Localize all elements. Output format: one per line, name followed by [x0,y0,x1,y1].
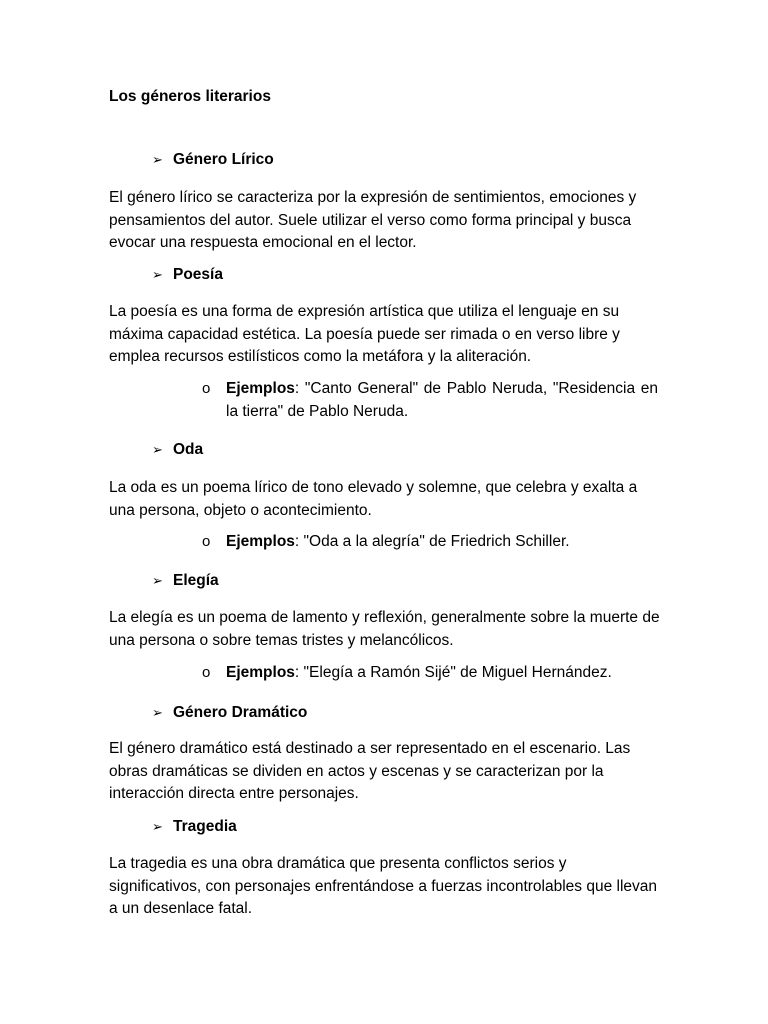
example-item [202,531,658,554]
example-text [226,662,658,685]
example-item [202,662,658,685]
example-text [226,531,658,554]
section-heading [152,816,237,838]
example-label: Ejemplos [226,380,295,397]
section-heading-label: Género Dramático [173,704,308,721]
section-heading-label: Género Lírico [173,151,274,168]
section-paragraph: La poesía es una forma de expresión artística que utiliza el lenguaje en su máxima capacidad estética. La poesía puede ser rimada o en verso libre y emplea recursos estilísticos como la metáfora y la aliteración. [109,303,620,366]
example-content: : "Elegía a Ramón Sijé" de Miguel Hernández. [294,664,612,681]
section-heading-label: Elegía [173,572,219,589]
arrowhead-bullet-icon: ➢ [152,152,163,167]
example-item [202,378,658,423]
section-paragraph: El género lírico se caracteriza por la expresión de sentimientos, emociones y pensamientos del autor. Suele utilizar el verso como forma principal y busca evocar una respuesta emocional en el lector. [109,189,637,252]
section-paragraph: El género dramático está destinado a ser representado en el escenario. Las obras dramáticas se dividen en actos y escenas y se caracterizan por la interacción directa entre personajes. [109,740,631,803]
document-title: Los géneros literarios [109,88,271,105]
example-content: : "Canto General" de Pablo Neruda, "Residencia en la tierra" de Pablo Neruda. [226,380,658,420]
section-paragraph: La tragedia es una obra dramática que presenta conflictos serios y significativos, con personajes enfrentándose a fuerzas incontrolables que llevan a un desenlace fatal. [109,855,658,918]
section-heading [152,570,219,592]
hollow-circle-bullet-icon: o [202,664,211,681]
arrowhead-bullet-icon: ➢ [152,442,163,457]
section-heading [152,264,223,286]
section-heading [152,149,274,171]
arrowhead-bullet-icon: ➢ [152,267,163,282]
section-heading-label: Oda [173,441,204,458]
section-heading [152,439,203,461]
hollow-circle-bullet-icon: o [202,380,211,397]
example-label: Ejemplos [226,664,295,681]
arrowhead-bullet-icon: ➢ [152,573,163,588]
arrowhead-bullet-icon: ➢ [152,705,163,720]
section-heading-label: Poesía [173,266,223,283]
section-heading [152,702,307,724]
example-label: Ejemplos [226,533,295,550]
section-paragraph: La oda es un poema lírico de tono elevado y solemne, que celebra y exalta a una persona, objeto o acontecimiento. [109,479,638,519]
arrowhead-bullet-icon: ➢ [152,819,163,834]
section-heading-label: Tragedia [173,818,237,835]
hollow-circle-bullet-icon: o [202,533,211,550]
example-text [226,378,658,423]
section-paragraph: La elegía es un poema de lamento y reflexión, generalmente sobre la muerte de una persona o sobre temas tristes y melancólicos. [109,609,660,649]
example-content: : "Oda a la alegría" de Friedrich Schiller. [294,533,570,550]
